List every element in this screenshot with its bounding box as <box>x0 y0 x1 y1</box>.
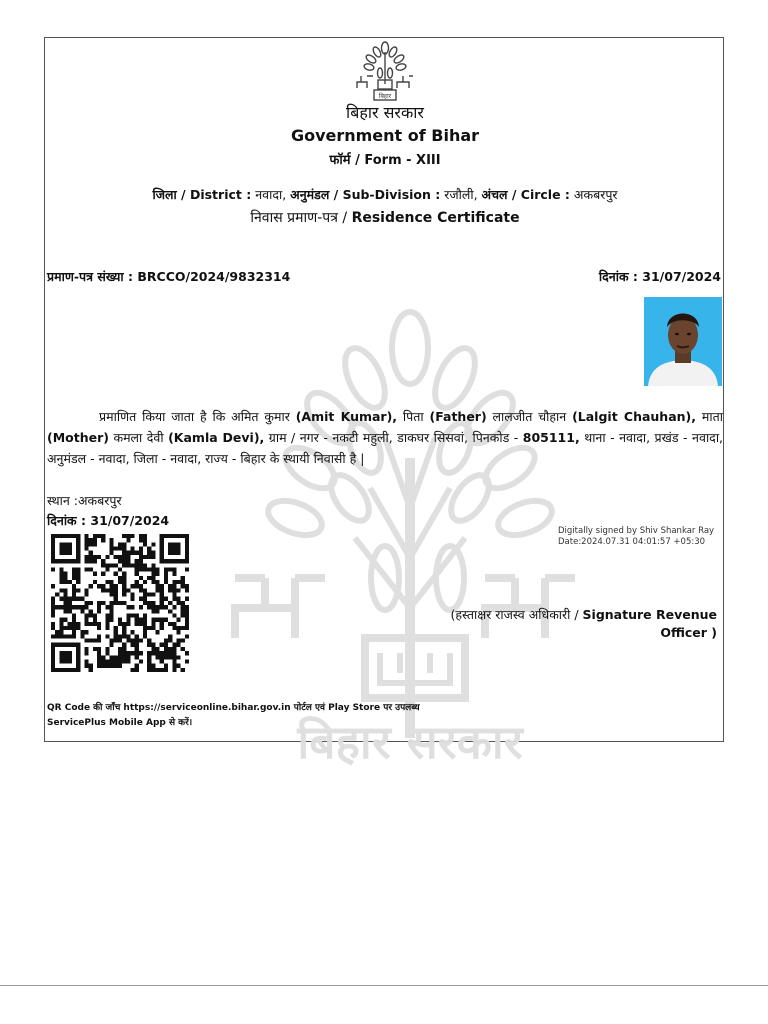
govt-hindi-title: बिहार सरकार <box>346 103 424 122</box>
issue-date-label: दिनांक : <box>598 269 638 284</box>
pincode: 805111, <box>522 430 580 445</box>
place-date <box>47 512 169 529</box>
certificate-number-value: BRCCO/2024/9832314 <box>137 269 291 284</box>
emblem-label: बिहार <box>378 93 392 100</box>
qr-note-line1: QR Code की जाँच https://serviceonline.bihar.gov.in पोर्टल एवं Play Store पर उपलब्ध <box>47 703 420 713</box>
place <box>47 492 122 509</box>
watermark-emblem-icon <box>225 308 595 768</box>
person-photo-icon <box>644 297 722 386</box>
place-label: स्थान : <box>47 493 78 508</box>
signature-english-1: Signature Revenue <box>582 607 717 622</box>
certificate-title <box>45 208 725 227</box>
digital-signature <box>558 526 714 548</box>
certificate-number <box>47 268 290 285</box>
district-value: नवादा, <box>255 187 287 202</box>
father-name-english: (Lalgit Chauhan), <box>572 409 697 424</box>
circle-label: अंचल / Circle : <box>481 187 570 202</box>
place-date-label: दिनांक : <box>47 513 87 528</box>
body-part-1: प्रमाणित किया जाता है कि अमित कुमार <box>99 409 290 424</box>
form-number: फॉर्म / Form - XIII <box>329 153 441 168</box>
certificate-frame <box>44 37 724 768</box>
district-label: जिला / District : <box>152 187 252 202</box>
applicant-photo <box>644 297 722 386</box>
body-part-2: पिता <box>402 409 424 424</box>
certificate-body <box>47 406 723 469</box>
body-part-4: माता <box>701 409 723 424</box>
place-value: अकबरपुर <box>77 493 122 508</box>
qr-code-icon[interactable] <box>51 534 189 672</box>
body-part-5: कमला देवी <box>113 430 164 445</box>
place-date-value: 31/07/2024 <box>90 513 170 528</box>
certificate-number-label: प्रमाण-पत्र संख्या : <box>47 269 134 284</box>
qr-note-line2: ServicePlus Mobile App से करें। <box>47 718 193 728</box>
signature-english-2: Officer ) <box>660 625 717 640</box>
father-label: (Father) <box>429 409 487 424</box>
body-part-6: ग्राम / नगर - नकटी महुली, डाकघर सिसवां, पिनकोड - <box>268 430 519 445</box>
issue-date-value: 31/07/2024 <box>642 269 721 284</box>
issue-date <box>599 268 721 285</box>
page-divider <box>0 985 768 986</box>
applicant-name-english: (Amit Kumar), <box>295 409 398 424</box>
mother-label: (Mother) <box>47 430 109 445</box>
certificate-title-english: Residence Certificate <box>351 210 520 226</box>
circle-value: अकबरपुर <box>573 187 618 202</box>
certificate-title-hindi: निवास प्रमाण-पत्र / <box>250 210 348 226</box>
mother-name-english: (Kamla Devi), <box>168 430 265 445</box>
signature-block <box>417 606 717 642</box>
digital-signature-line1: Digitally signed by Shiv Shankar Ray <box>558 526 715 536</box>
body-part-7: थाना - नवादा, प्रखंड - नवादा, अनुमंडल - नवादा, जिला - नवादा, राज्य - बिहार के स्थायी निवासी है | <box>47 430 724 466</box>
digital-signature-line2: Date:2024.07.31 04:01:57 +05:30 <box>558 537 706 547</box>
location-line <box>45 186 725 203</box>
body-part-3: लालजीत चौहान <box>492 409 567 424</box>
subdivision-label: अनुमंडल / Sub-Division : <box>290 187 441 202</box>
qr-verification-note <box>47 701 420 731</box>
subdivision-value: रजौली, <box>444 187 478 202</box>
signature-hindi: (हस्ताक्षर राजस्व अधिकारी / <box>450 607 579 622</box>
bihar-emblem-icon <box>355 40 415 102</box>
watermark-text: बिहार सरकार <box>297 715 523 768</box>
govt-english-title: Government of Bihar <box>290 126 480 145</box>
